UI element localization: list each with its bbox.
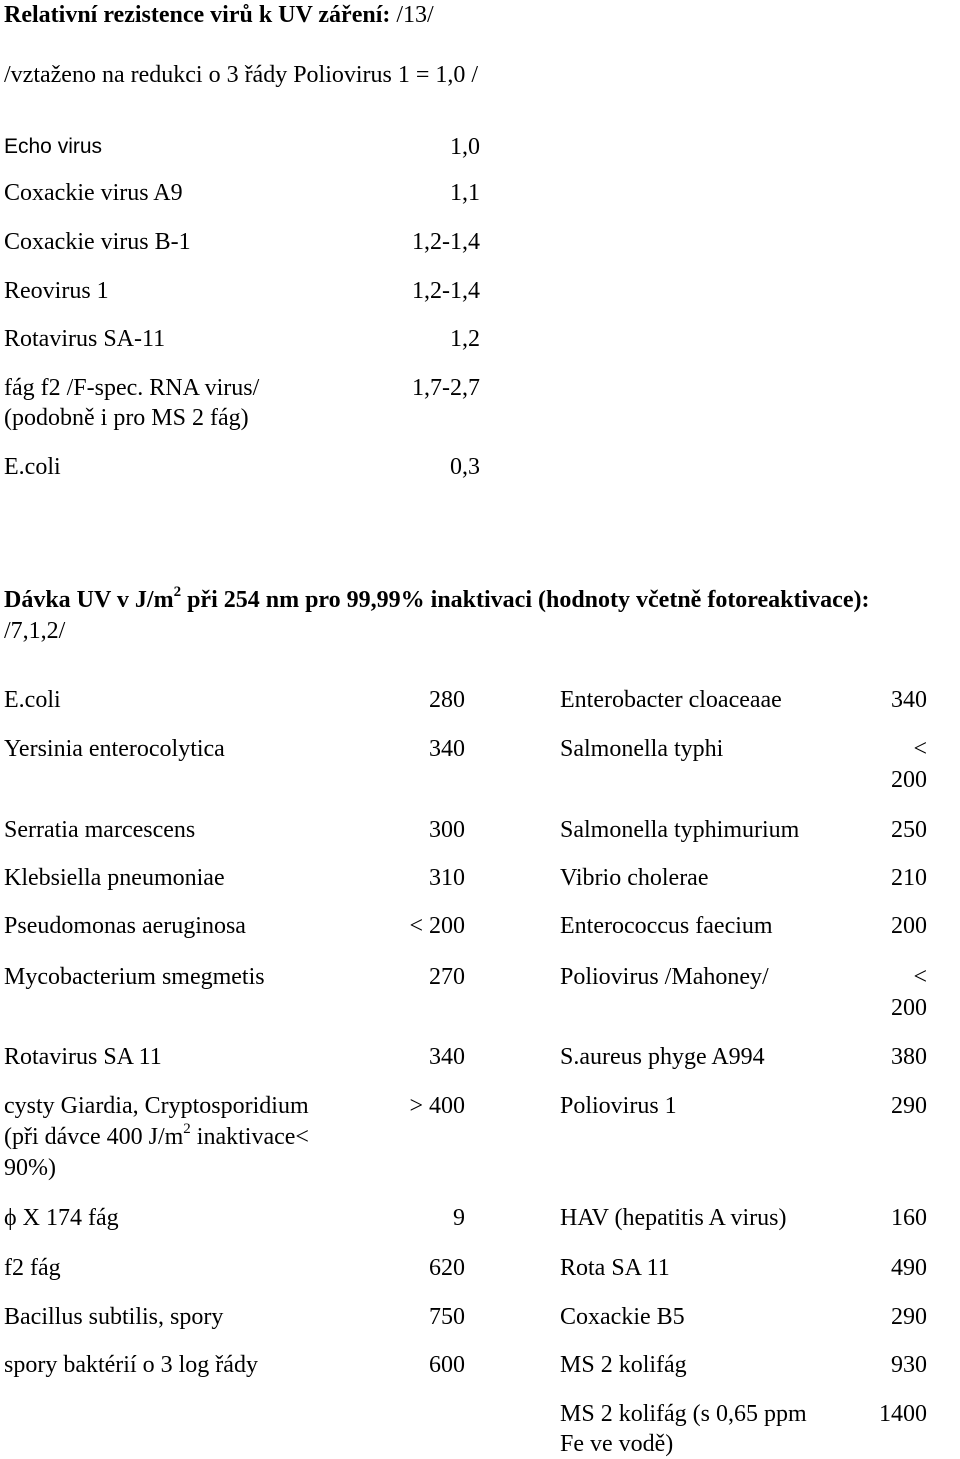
organism-dose: 600 (429, 1352, 465, 1378)
section1-title-main: Relativní rezistence virů k UV záření: (4, 2, 391, 28)
organism-dose: 300 (429, 817, 465, 843)
virus-name: E.coli (4, 454, 61, 480)
virus-value: 1,0 (450, 134, 480, 160)
organism-name: ϕ X 174 fág (4, 1205, 119, 1231)
organism-name: MS 2 kolifág (s 0,65 ppm (560, 1401, 807, 1427)
organism-dose: 280 (429, 687, 465, 713)
organism-dose: 1400 (879, 1401, 927, 1427)
section2-title-a: Dávka UV v J/m (4, 587, 174, 613)
organism-name: f2 fág (4, 1255, 61, 1281)
organism-dose: 340 (429, 1044, 465, 1070)
organism-dose: 290 (891, 1093, 927, 1119)
organism-dose: 340 (429, 736, 465, 762)
organism-name: Pseudomonas aeruginosa (4, 913, 246, 939)
organism-name: Rota SA 11 (560, 1255, 670, 1281)
virus-value: 1,1 (450, 180, 480, 206)
organism-dose: 9 (453, 1205, 465, 1231)
organism-name: Yersinia enterocolytica (4, 736, 225, 762)
virus-name-line2: (podobně i pro MS 2 fág) (4, 405, 249, 431)
organism-name: Serratia marcescens (4, 817, 196, 843)
organism-name: HAV (hepatitis A virus) (560, 1205, 787, 1231)
virus-value: 1,2-1,4 (412, 278, 480, 304)
organism-name-line2: Fe ve vodě) (560, 1431, 674, 1457)
organism-dose: 750 (429, 1304, 465, 1330)
virus-value: 1,2 (450, 326, 480, 352)
organism-name: Klebsiella pneumoniae (4, 865, 225, 891)
organism-name: Poliovirus /Mahoney/ (560, 964, 769, 990)
organism-dose: 380 (891, 1044, 927, 1070)
section2-title (4, 585, 869, 615)
organism-dose: 210 (891, 865, 927, 891)
organism-name-line2b: inaktivace< (190, 1124, 309, 1150)
organism-dose: 290 (891, 1304, 927, 1330)
organism-name-line2a: (při dávce 400 J/m (4, 1124, 184, 1150)
virus-value: 0,3 (450, 454, 480, 480)
organism-name: MS 2 kolifág (560, 1352, 687, 1378)
organism-dose: 930 (891, 1352, 927, 1378)
organism-name-line3: 90%) (4, 1155, 56, 1181)
organism-dose-line2: 200 (891, 767, 927, 793)
organism-name-line2-sup: 2 (183, 1121, 191, 1137)
organism-name: Enterococcus faecium (560, 913, 773, 939)
organism-name: Enterobacter cloaceaae (560, 687, 782, 713)
section1-title-ref: /13/ (390, 2, 434, 28)
virus-name: Rotavirus SA-11 (4, 326, 166, 352)
organism-name: Poliovirus 1 (560, 1093, 677, 1119)
section2-title-ref: /7,1,2/ (4, 618, 66, 644)
organism-dose: 160 (891, 1205, 927, 1231)
organism-name: Salmonella typhimurium (560, 817, 800, 843)
organism-name: spory baktérií o 3 log řády (4, 1352, 258, 1378)
virus-name: Echo virus (4, 135, 103, 158)
section2-title-sup: 2 (173, 584, 182, 600)
organism-dose: < (913, 964, 927, 990)
section1-subtitle: /vztaženo na redukci o 3 řády Poliovirus 1 = 1,0 / (4, 62, 479, 88)
organism-name: cysty Giardia, Cryptosporidium (4, 1093, 309, 1119)
organism-dose: 250 (891, 817, 927, 843)
virus-name: fág f2 /F-spec. RNA virus/ (4, 375, 260, 401)
virus-name: Coxackie virus B-1 (4, 229, 191, 255)
organism-dose: 340 (891, 687, 927, 713)
organism-name: Salmonella typhi (560, 736, 724, 762)
organism-name: S.aureus phyge A994 (560, 1044, 765, 1070)
organism-dose: 310 (429, 865, 465, 891)
virus-value: 1,7-2,7 (412, 375, 480, 401)
organism-dose: 200 (891, 913, 927, 939)
virus-value: 1,2-1,4 (412, 229, 480, 255)
organism-name: E.coli (4, 687, 61, 713)
virus-name: Coxackie virus A9 (4, 180, 183, 206)
organism-dose: 490 (891, 1255, 927, 1281)
organism-dose: 270 (429, 964, 465, 990)
virus-name: Reovirus 1 (4, 278, 109, 304)
organism-name: Mycobacterium smegmetis (4, 964, 265, 990)
organism-name: Rotavirus SA 11 (4, 1044, 162, 1070)
organism-name: Coxackie B5 (560, 1304, 685, 1330)
organism-dose: > 400 (409, 1093, 465, 1119)
section2-title-b: při 254 nm pro 99,99% inaktivaci (hodnoty včetně fotoreaktivace): (181, 587, 870, 613)
organism-name: Bacillus subtilis, spory (4, 1304, 224, 1330)
section1-title (4, 0, 434, 30)
organism-dose: < (913, 736, 927, 762)
organism-name: Vibrio cholerae (560, 865, 709, 891)
organism-dose-line2: 200 (891, 995, 927, 1021)
organism-dose: < 200 (409, 913, 465, 939)
organism-dose: 620 (429, 1255, 465, 1281)
organism-name-line2 (4, 1122, 309, 1152)
